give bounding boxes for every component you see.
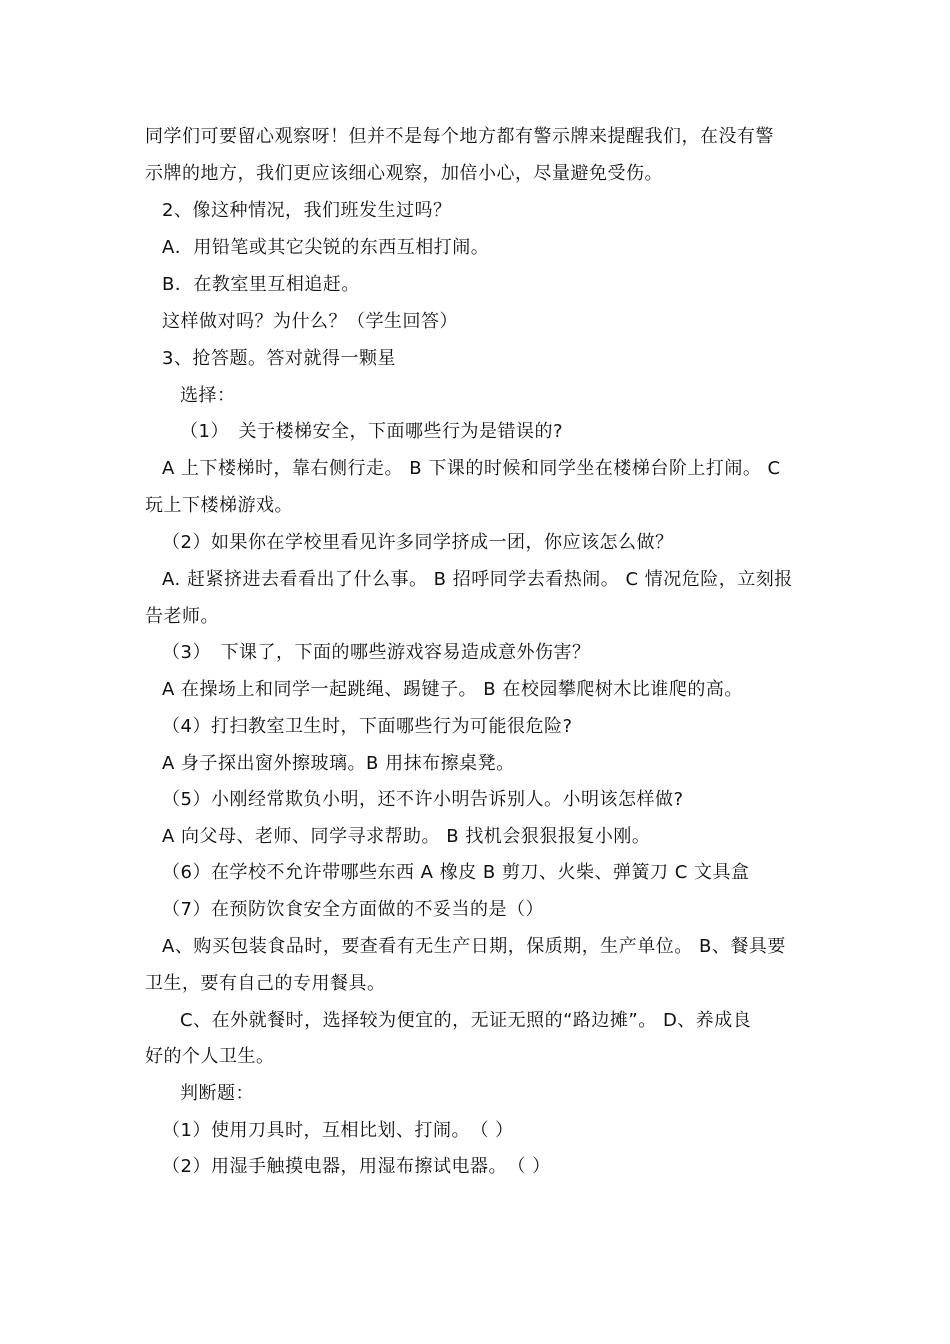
- section-label: 选择：: [180, 385, 236, 406]
- question-line: （7）在预防饮食安全方面做的不妥当的是（）: [162, 899, 544, 920]
- question-line: （6）在学校不允许带哪些东西 A 橡皮 B 剪刀、火柴、弹簧刀 C 文具盒: [162, 862, 750, 883]
- option-line: 玩上下楼梯游戏。: [145, 495, 293, 516]
- section-heading: 3、抢答题。答对就得一颗星: [162, 348, 396, 369]
- question-line: （4）打扫教室卫生时，下面哪些行为可能很危险?: [162, 716, 573, 737]
- paragraph-line: 这样做对吗？为什么？（学生回答）: [162, 311, 458, 332]
- option-line: C、在外就餐时，选择较为便宜的，无证无照的“路边摊”。 D、养成良: [180, 1010, 752, 1031]
- option-line: B．在教室里互相追赶。: [162, 274, 360, 295]
- option-line: 卫生，要有自己的专用餐具。: [145, 973, 386, 994]
- option-line: A. 赶紧挤进去看看出了什么事。 B 招呼同学去看热闹。 C 情况危险，立刻报: [162, 569, 793, 590]
- question-line: （1） 关于楼梯安全，下面哪些行为是错误的?: [180, 421, 564, 442]
- paragraph-line: 同学们可要留心观察呀！但并不是每个地方都有警示牌来提醒我们，在没有警: [145, 126, 774, 147]
- judgement-line: （2）用湿手触摸电器，用湿布擦试电器。 （ ）: [162, 1156, 551, 1177]
- paragraph-line: 示牌的地方，我们更应该细心观察，加倍小心，尽量避免受伤。: [145, 163, 663, 184]
- option-line: A 上下楼梯时，靠右侧行走。 B 下课的时候和同学坐在楼梯台阶上打闹。 C: [162, 458, 781, 479]
- question-line: （2）如果你在学校里看见许多同学挤成一团，你应该怎么做？: [162, 532, 674, 553]
- option-line: A 向父母、老师、同学寻求帮助。 B 找机会狠狠报复小刚。: [162, 826, 651, 847]
- question-line: （5）小刚经常欺负小明，还不许小明告诉别人。小明该怎样做?: [162, 789, 684, 810]
- option-line: A 在操场上和同学一起跳绳、踢键子。 B 在校园攀爬树木比谁爬的高。: [162, 679, 743, 700]
- question-heading: 2、像这种情况，我们班发生过吗？: [162, 200, 452, 221]
- option-line: A 身子探出窗外擦玻璃。B 用抹布擦桌凳。: [162, 753, 515, 774]
- option-line: 告老师。: [145, 606, 219, 627]
- judgement-line: （1）使用刀具时，互相比划、打闹。 （ ）: [162, 1120, 514, 1141]
- option-line: 好的个人卫生。: [145, 1046, 275, 1067]
- option-line: A、购买包装食品时，要查看有无生产日期，保质期，生产单位。 B、餐具要: [162, 936, 786, 957]
- section-label: 判断题：: [180, 1083, 254, 1104]
- question-line: （3） 下课了，下面的哪些游戏容易造成意外伤害？: [162, 642, 591, 663]
- option-line: A．用铅笔或其它尖锐的东西互相打闹。: [162, 237, 490, 258]
